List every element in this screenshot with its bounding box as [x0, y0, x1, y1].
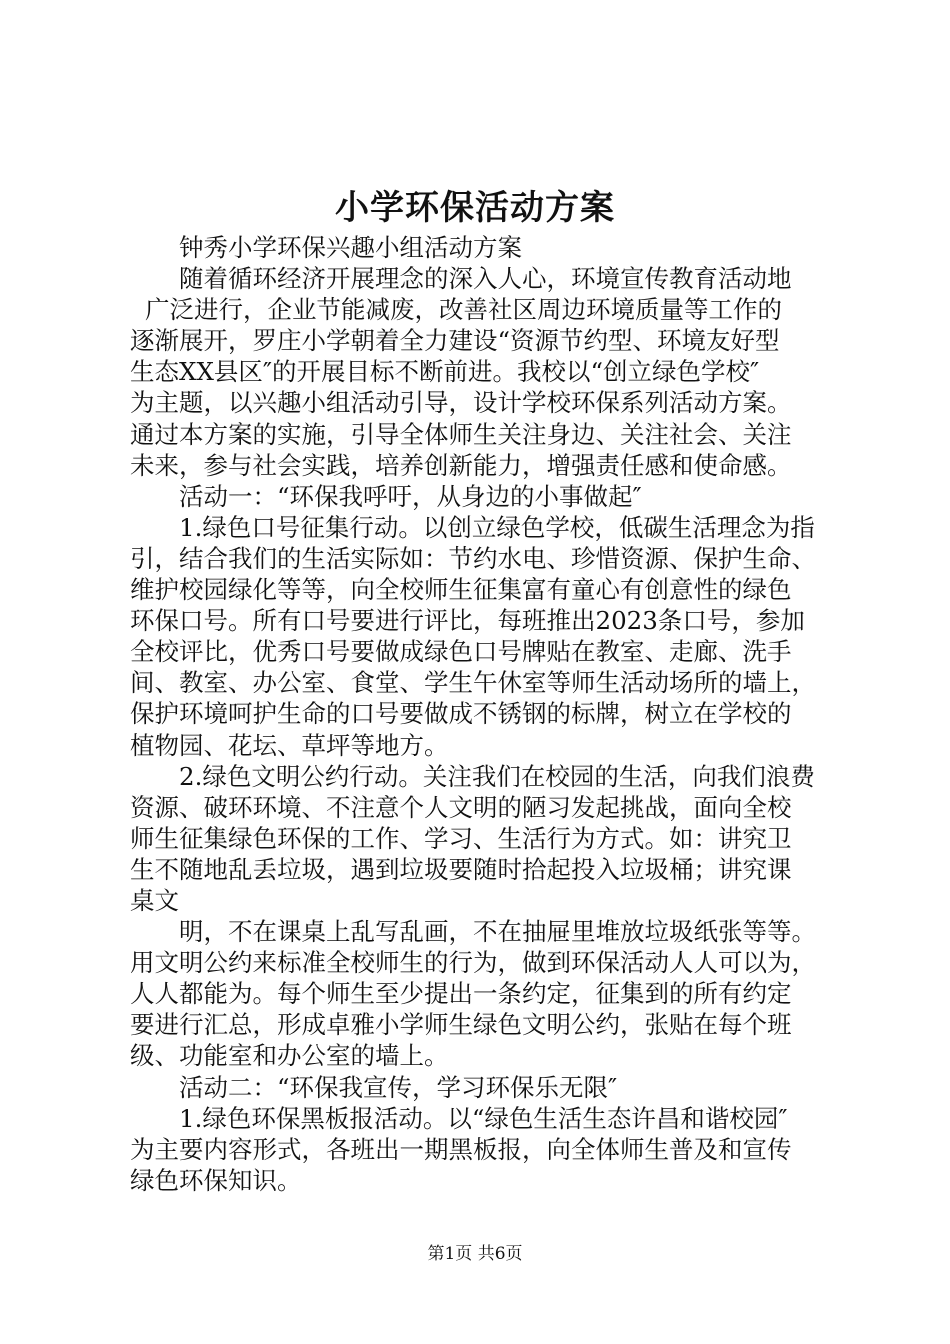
- text-line: 用文明公约来标准全校师生的行为，做到环保活动人人可以为，: [130, 948, 816, 978]
- text-line: 植物园、花坛、草坪等地方。: [130, 730, 449, 760]
- text-line: 活动一：“环保我呼吁，从身边的小事做起″: [179, 481, 642, 511]
- text-line: 环保口号。所有口号要进行评比，每班推出2023条口号，参加: [130, 606, 805, 636]
- text-line: 要进行汇总，形成卓雅小学师生绿色文明公约，张贴在每个班: [130, 1010, 792, 1040]
- text-line: 广泛进行，企业节能减废，改善社区周边环境质量等工作的: [145, 295, 782, 325]
- text-line: 人人都能为。每个师生至少提出一条约定，征集到的所有约定: [130, 979, 792, 1009]
- text-line: 1.绿色环保黑板报活动。以“绿色生活生态许昌和谐校园″: [179, 1103, 788, 1133]
- text-line: 逐渐展开，罗庄小学朝着全力建设“资源节约型、环境友好型: [130, 326, 780, 356]
- text-line: 绿色环保知识。: [130, 1165, 302, 1195]
- text-line: 为主题，以兴趣小组活动引导，设计学校环保系列活动方案。: [130, 388, 792, 418]
- text-line: 未来，参与社会实践，培养创新能力，增强责任感和使命感。: [130, 450, 792, 480]
- text-line: 资源、破环环境、不注意个人文明的陋习发起挑战，面向全校: [130, 792, 792, 822]
- text-line: 间、教室、办公室、食堂、学生午休室等师生活动场所的墙上，: [130, 668, 816, 698]
- page-footer: 第1页 共6页: [427, 1244, 523, 1264]
- text-line: 引，结合我们的生活实际如：节约水电、珍惜资源、保护生命、: [130, 543, 816, 573]
- text-line: 明，不在课桌上乱写乱画，不在抽屉里堆放垃圾纸张等等。: [179, 917, 816, 947]
- text-line: 为主要内容形式，各班出一期黑板报，向全体师生普及和宣传: [130, 1134, 792, 1164]
- text-line: 生态XX县区″的开展目标不断前进。我校以“创立绿色学校″: [130, 357, 760, 387]
- text-line: 随着循环经济开展理念的深入人心，环境宣传教育活动地: [179, 264, 792, 294]
- text-line: 钟秀小学环保兴趣小组活动方案: [179, 233, 522, 262]
- text-line: 师生征集绿色环保的工作、学习、生活行为方式。如：讲究卫: [130, 823, 792, 853]
- text-line: 通过本方案的实施，引导全体师生关注身边、关注社会、关注: [130, 419, 792, 449]
- text-line: 维护校园绿化等等，向全校师生征集富有童心有创意性的绿色: [130, 575, 792, 605]
- text-line: 2.绿色文明公约行动。关注我们在校园的生活，向我们浪费: [179, 761, 815, 791]
- document-title: 小学环保活动方案: [335, 188, 615, 228]
- text-line: 级、功能室和办公室的墙上。: [130, 1041, 449, 1071]
- text-line: 1.绿色口号征集行动。以创立绿色学校，低碳生活理念为指: [179, 512, 815, 542]
- text-line: 桌文: [130, 885, 179, 915]
- text-line: 生不随地乱丢垃圾，遇到垃圾要随时拾起投入垃圾桶；讲究课: [130, 854, 792, 884]
- text-line: 活动二：“环保我宣传，学习环保乐无限″: [179, 1072, 618, 1102]
- text-line: 全校评比，优秀口号要做成绿色口号牌贴在教室、走廊、洗手: [130, 637, 792, 667]
- text-line: 保护环境呵护生命的口号要做成不锈钢的标牌，树立在学校的: [130, 699, 792, 729]
- document-body: [130, 232, 830, 1196]
